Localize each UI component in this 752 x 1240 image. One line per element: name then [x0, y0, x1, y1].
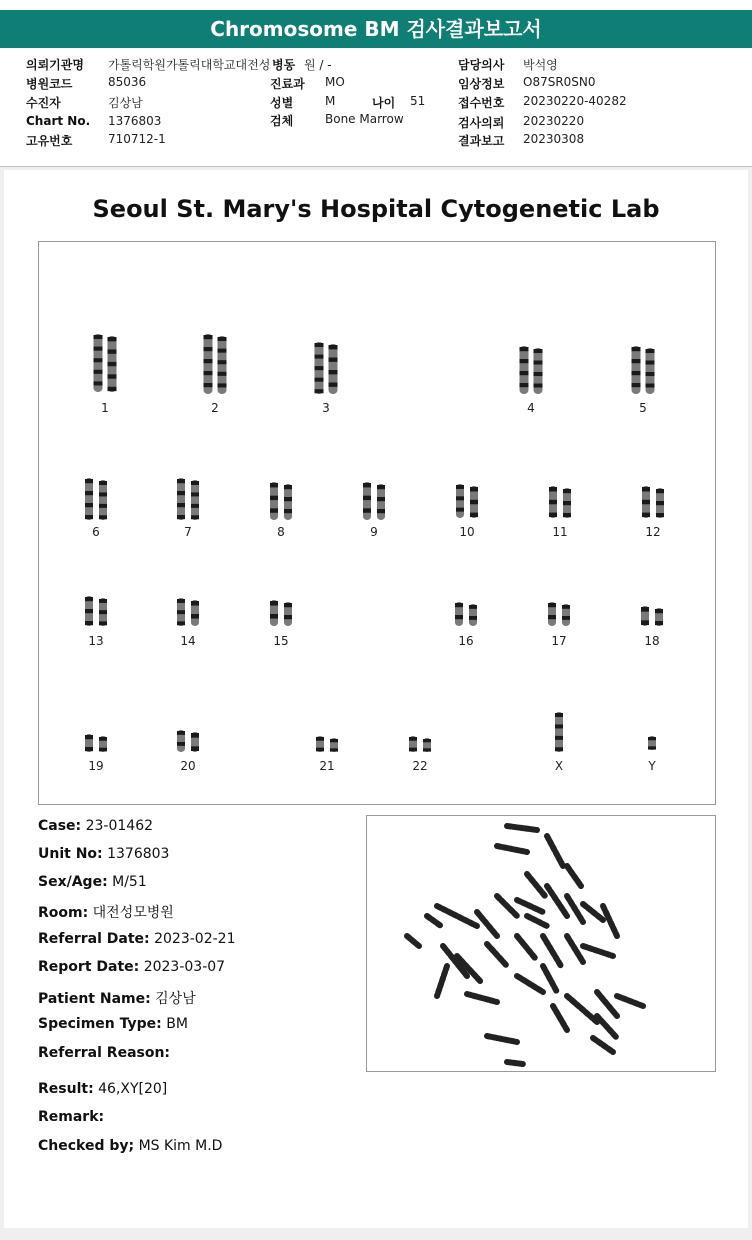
chromosome-pair-15 [270, 600, 292, 648]
case-line: Case: 23-01462 [38, 818, 154, 834]
report-date-value: 2023-03-07 [143, 959, 226, 975]
chromosome-label: X [554, 759, 564, 773]
receipt-no-label: 접수번호 [458, 96, 505, 110]
patient-label: 수진자 [26, 96, 61, 110]
hospital-code-label: 병원코드 [26, 77, 73, 91]
unit-line: Unit No: 1376803 [38, 846, 170, 862]
doctor-value: 박석영 [523, 58, 558, 72]
chromosome-pair-21 [316, 736, 338, 773]
chromosome-pair-10 [456, 484, 478, 539]
chromosome-label: 10 [459, 525, 475, 539]
chromosome-pair-14 [177, 598, 199, 648]
chromosome-pair-20 [177, 730, 199, 773]
unique-id-value: 710712-1 [108, 132, 166, 146]
case-value: 23-01462 [85, 818, 154, 834]
ward-label: 병동 [272, 58, 296, 72]
chromosome-pair-11 [549, 486, 571, 539]
patient-name-value: 김상남 [155, 991, 196, 1007]
hospital-code-value: 85036 [108, 75, 147, 89]
chromosome-label: 8 [277, 525, 285, 539]
patient-name-line: Patient Name: 김상남 [38, 991, 196, 1007]
sexage-line: Sex/Age: M/51 [38, 874, 147, 890]
chromosome-label: 5 [639, 401, 647, 415]
request-date-label: 검사의뢰 [458, 116, 505, 130]
chromosome-label: 15 [273, 634, 289, 648]
chromosome-pair-13 [85, 596, 107, 648]
chromosome-label: 2 [211, 401, 219, 415]
chromosome-pair-X [555, 712, 563, 773]
chromosome-label: 21 [319, 759, 335, 773]
remark-line: Remark: [38, 1109, 105, 1125]
sex-label: 성별 [270, 96, 294, 110]
result-line: Result: 46,XY[20] [38, 1081, 168, 1097]
dept-value: MO [325, 75, 345, 89]
chromosome-label: 17 [551, 634, 567, 648]
sex-value: M [325, 94, 336, 108]
chromosome-pair-4 [520, 346, 543, 415]
patient-value: 김상남 [108, 96, 143, 110]
referral-date-line: Referral Date: 2023-02-21 [38, 931, 236, 947]
dept-label: 진료과 [270, 77, 305, 91]
unique-id-label: 고유번호 [26, 134, 73, 148]
specimen-label: 검체 [270, 114, 294, 128]
chromosome-pair-18 [641, 606, 663, 648]
chromosome-pair-12 [642, 486, 664, 539]
chromosome-label: 1 [101, 401, 109, 415]
unit-value: 1376803 [107, 846, 170, 862]
referral-date-value: 2023-02-21 [154, 931, 236, 947]
result-date-value: 20230308 [523, 132, 585, 146]
lab-title: Seoul St. Mary's Hospital Cytogenetic Lab [92, 195, 660, 223]
chromosome-pair-6 [85, 478, 107, 539]
chromosome-label: 4 [527, 401, 535, 415]
org-label: 의뢰기관명 [26, 58, 84, 72]
karyogram [38, 241, 716, 805]
specimen-type-line: Specimen Type: BM [38, 1016, 188, 1032]
chromosome-label: 22 [412, 759, 428, 773]
chromosome-label: Y [648, 759, 656, 773]
specimen-value: Bone Marrow [325, 112, 404, 126]
chromosome-pair-19 [85, 734, 107, 773]
room-value: 대전성모병원 [92, 905, 174, 921]
chromosome-label: 6 [92, 525, 100, 539]
ward-value: 원 / - [304, 58, 332, 72]
checked-by-line: Checked by; MS Kim M.D [38, 1138, 223, 1154]
chromosome-pair-9 [363, 482, 385, 539]
chromosome-label: 12 [645, 525, 661, 539]
receipt-no-value: 20230220-40282 [523, 94, 627, 108]
chromosome-label: 3 [322, 401, 330, 415]
metaphase-spread [367, 816, 715, 1071]
chromosome-label: 19 [88, 759, 104, 773]
chromosome-pair-2 [204, 334, 227, 415]
report-date-line: Report Date: 2023-03-07 [38, 959, 226, 975]
sexage-value: M/51 [112, 874, 147, 890]
chromosome-pair-7 [177, 478, 199, 539]
chromosome-pair-8 [270, 482, 292, 539]
doctor-label: 담당의사 [458, 58, 505, 72]
chromosome-pair-Y [647, 736, 656, 773]
age-label: 나이 [372, 96, 396, 110]
result-date-label: 결과보고 [458, 134, 505, 148]
result-value: 46,XY[20] [98, 1081, 168, 1097]
chromosome-label: 18 [644, 634, 660, 648]
clinical-info-label: 임상정보 [458, 77, 505, 91]
metaphase-image [366, 815, 716, 1072]
chromosome-pair-5 [632, 346, 655, 415]
chromosome-pair-1 [94, 334, 117, 415]
request-date-value: 20230220 [523, 114, 585, 128]
chromosome-label: 16 [458, 634, 474, 648]
chromosome-label: 13 [88, 634, 104, 648]
checked-by-value: MS Kim M.D [138, 1138, 223, 1154]
karyogram-image [39, 242, 715, 804]
chart-no-value: 1376803 [108, 114, 162, 128]
chromosome-label: 20 [180, 759, 196, 773]
org-value: 가톨릭학원가톨릭대학교대전성 [108, 58, 271, 72]
chromosome-pair-16 [455, 602, 477, 648]
chromosome-label: 7 [184, 525, 192, 539]
clinical-info-value: O87SR0SN0 [523, 75, 596, 89]
specimen-type-value: BM [166, 1016, 188, 1032]
chromosome-label: 9 [370, 525, 378, 539]
chromosome-pair-3 [315, 342, 338, 415]
patient-header [0, 48, 752, 167]
metaphase-chromosomes [407, 826, 643, 1064]
chromosome-pair-17 [548, 602, 570, 648]
room-line: Room: 대전성모병원 [38, 905, 174, 921]
chromosome-label: 14 [180, 634, 196, 648]
chart-no-label: Chart No. [26, 114, 91, 128]
chromosome-label: 11 [552, 525, 568, 539]
referral-reason-line: Referral Reason: [38, 1045, 171, 1061]
report-title: Chromosome BM 검사결과보고서 [0, 10, 752, 48]
age-value: 51 [410, 94, 426, 108]
chromosome-pair-22 [409, 736, 431, 773]
